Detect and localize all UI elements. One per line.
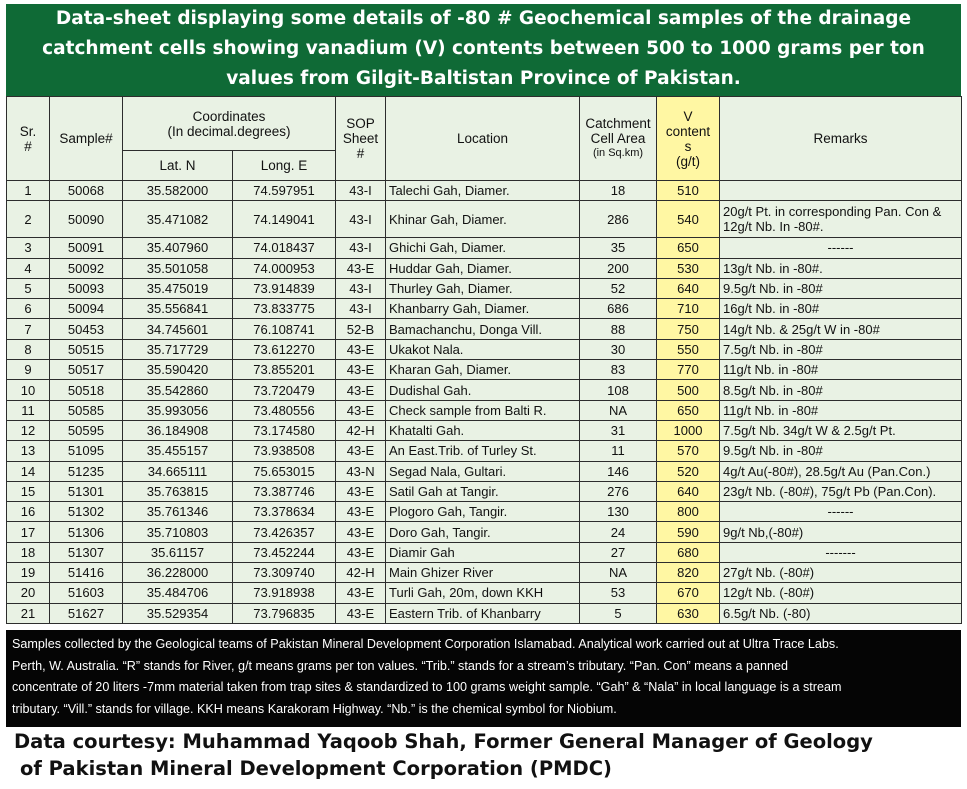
cell-lat: 35.590420: [123, 360, 233, 380]
cell-lat: 35.407960: [123, 238, 233, 258]
cell-v-content: 500: [657, 380, 720, 400]
cell-location: Ukakot Nala.: [386, 339, 580, 359]
cell-remarks: ------: [720, 502, 962, 522]
cell-v-content: 640: [657, 278, 720, 298]
table-row: [7, 319, 962, 339]
cell-sr: 5: [7, 278, 50, 298]
cell-v-content: 510: [657, 181, 720, 201]
footer-line-2: Perth, W. Australia. “R” stands for River, g/t means grams per ton values. “Trib.” stands for a stream’s tributary. “Pan. Con” means a panned: [12, 658, 788, 673]
title-banner: [6, 4, 961, 96]
cell-area: NA: [580, 563, 657, 583]
cell-remarks: 9.5g/t Nb. in -80#: [720, 441, 962, 461]
title-line-3: values from Gilgit-Baltistan Province of Pakistan.: [226, 68, 741, 89]
table-row: [7, 360, 962, 380]
cell-v-content: 640: [657, 481, 720, 501]
cell-v-content: 820: [657, 563, 720, 583]
table-row: [7, 583, 962, 603]
cell-sr: 1: [7, 181, 50, 201]
header-remarks: Remarks: [720, 97, 962, 181]
table-row: [7, 441, 962, 461]
cell-sop: 43-E: [336, 522, 386, 542]
table-row: [7, 420, 962, 440]
cell-area: 130: [580, 502, 657, 522]
cell-v-content: 650: [657, 238, 720, 258]
table-row: [7, 380, 962, 400]
cell-sample: 51603: [50, 583, 123, 603]
cell-location: Diamir Gah: [386, 542, 580, 562]
cell-remarks: 23g/t Nb. (-80#), 75g/t Pb (Pan.Con).: [720, 481, 962, 501]
cell-lat: 35.993056: [123, 400, 233, 420]
cell-sop: 42-H: [336, 420, 386, 440]
cell-lat: 35.710803: [123, 522, 233, 542]
cell-sop: 43-E: [336, 339, 386, 359]
cell-sop: 43-N: [336, 461, 386, 481]
cell-location: Kharan Gah, Diamer.: [386, 360, 580, 380]
title-line-1: Data-sheet displaying some details of -80 # Geochemical samples of the drainage: [55, 8, 912, 29]
cell-long: 73.720479: [233, 380, 336, 400]
cell-lat: 35.529354: [123, 603, 233, 623]
cell-sop: 43-I: [336, 278, 386, 298]
cell-location: Dudishal Gah.: [386, 380, 580, 400]
table-row: [7, 603, 962, 623]
cell-area: 18: [580, 181, 657, 201]
cell-sample: 51307: [50, 542, 123, 562]
cell-sample: 50090: [50, 201, 123, 238]
cell-lat: 35.61157: [123, 542, 233, 562]
cell-lat: 35.761346: [123, 502, 233, 522]
cell-v-content: 550: [657, 339, 720, 359]
cell-sop: 43-I: [336, 238, 386, 258]
cell-sop: 43-E: [336, 603, 386, 623]
cell-v-content: 650: [657, 400, 720, 420]
cell-long: 73.309740: [233, 563, 336, 583]
cell-sample: 50585: [50, 400, 123, 420]
cell-area: 5: [580, 603, 657, 623]
cell-location: Bamachanchu, Donga Vill.: [386, 319, 580, 339]
cell-long: 76.108741: [233, 319, 336, 339]
cell-area: 30: [580, 339, 657, 359]
cell-remarks: 8.5g/t Nb. in -80#: [720, 380, 962, 400]
cell-location: Khatalti Gah.: [386, 420, 580, 440]
cell-sop: 43-E: [336, 481, 386, 501]
footer-line-3: concentrate of 20 liters -7mm material taken from trap sites & standardized to 100 grams weight sample. “Gah” & “Nala” in local language is a stream: [12, 680, 842, 694]
table-row: [7, 299, 962, 319]
cell-remarks: 9g/t Nb,(-80#): [720, 522, 962, 542]
cell-sr: 4: [7, 258, 50, 278]
cell-v-content: 1000: [657, 420, 720, 440]
cell-sr: 19: [7, 563, 50, 583]
cell-remarks: 11g/t Nb. in -80#: [720, 360, 962, 380]
table-row: [7, 238, 962, 258]
cell-location: Khanbarry Gah, Diamer.: [386, 299, 580, 319]
table-row: [7, 481, 962, 501]
cell-long: 74.000953: [233, 258, 336, 278]
cell-sample: 51306: [50, 522, 123, 542]
cell-area: 276: [580, 481, 657, 501]
cell-long: 74.149041: [233, 201, 336, 238]
cell-location: Check sample from Balti R.: [386, 400, 580, 420]
cell-location: Segad Nala, Gultari.: [386, 461, 580, 481]
cell-sample: 50515: [50, 339, 123, 359]
cell-sop: 43-E: [336, 400, 386, 420]
header-sr: Sr. #: [7, 97, 50, 181]
cell-sample: 50091: [50, 238, 123, 258]
footer-line-1: Samples collected by the Geological teams of Pakistan Mineral Development Corporation Islamabad. Analytical work carried out at Ultra Trace Labs.: [12, 637, 839, 651]
cell-v-content: 670: [657, 583, 720, 603]
cell-sr: 13: [7, 441, 50, 461]
cell-sop: 43-I: [336, 299, 386, 319]
table-row: [7, 258, 962, 278]
cell-area: 146: [580, 461, 657, 481]
cell-v-content: 630: [657, 603, 720, 623]
table-row: [7, 502, 962, 522]
cell-sop: 43-E: [336, 360, 386, 380]
cell-lat: 35.475019: [123, 278, 233, 298]
cell-remarks: 20g/t Pt. in corresponding Pan. Con & 12g/t Nb. In -80#.: [720, 201, 962, 238]
cell-location: Satil Gah at Tangir.: [386, 481, 580, 501]
header-sample: Sample#: [50, 97, 123, 181]
cell-sr: 21: [7, 603, 50, 623]
cell-sop: 42-H: [336, 563, 386, 583]
cell-lat: 35.501058: [123, 258, 233, 278]
cell-long: 73.426357: [233, 522, 336, 542]
samples-table: [6, 96, 962, 624]
cell-lat: 35.471082: [123, 201, 233, 238]
cell-remarks: 27g/t Nb. (-80#): [720, 563, 962, 583]
cell-long: 73.855201: [233, 360, 336, 380]
cell-sop: 43-E: [336, 441, 386, 461]
cell-sample: 50092: [50, 258, 123, 278]
cell-area: 83: [580, 360, 657, 380]
cell-sr: 15: [7, 481, 50, 501]
cell-sample: 50094: [50, 299, 123, 319]
cell-remarks: 16g/t Nb. in -80#: [720, 299, 962, 319]
cell-area: 686: [580, 299, 657, 319]
cell-long: 74.597951: [233, 181, 336, 201]
cell-remarks: [720, 181, 962, 201]
cell-long: 73.938508: [233, 441, 336, 461]
header-long: Long. E: [233, 151, 336, 181]
cell-v-content: 570: [657, 441, 720, 461]
cell-lat: 36.184908: [123, 420, 233, 440]
header-sop-sheet: SOP Sheet #: [336, 97, 386, 181]
notes-footer: [6, 630, 961, 727]
cell-area: 108: [580, 380, 657, 400]
cell-location: Huddar Gah, Diamer.: [386, 258, 580, 278]
cell-location: Turli Gah, 20m, down KKH: [386, 583, 580, 603]
cell-sr: 17: [7, 522, 50, 542]
cell-sr: 2: [7, 201, 50, 238]
cell-area: 200: [580, 258, 657, 278]
cell-sample: 50595: [50, 420, 123, 440]
cell-v-content: 770: [657, 360, 720, 380]
cell-sr: 6: [7, 299, 50, 319]
cell-remarks: 7.5g/t Nb. 34g/t W & 2.5g/t Pt.: [720, 420, 962, 440]
cell-location: Thurley Gah, Diamer.: [386, 278, 580, 298]
cell-remarks: 6.5g/t Nb. (-80): [720, 603, 962, 623]
cell-remarks: -------: [720, 542, 962, 562]
cell-sample: 50068: [50, 181, 123, 201]
cell-sr: 16: [7, 502, 50, 522]
cell-v-content: 540: [657, 201, 720, 238]
cell-sample: 50453: [50, 319, 123, 339]
cell-location: Khinar Gah, Diamer.: [386, 201, 580, 238]
cell-location: An East.Trib. of Turley St.: [386, 441, 580, 461]
table-row: [7, 181, 962, 201]
cell-location: Ghichi Gah, Diamer.: [386, 238, 580, 258]
cell-sop: 43-E: [336, 502, 386, 522]
cell-sr: 18: [7, 542, 50, 562]
cell-v-content: 680: [657, 542, 720, 562]
header-location: Location: [386, 97, 580, 181]
cell-long: 73.452244: [233, 542, 336, 562]
table-row: [7, 542, 962, 562]
cell-v-content: 520: [657, 461, 720, 481]
cell-sop: 43-E: [336, 542, 386, 562]
cell-lat: 35.542860: [123, 380, 233, 400]
cell-long: 73.796835: [233, 603, 336, 623]
cell-remarks: 14g/t Nb. & 25g/t W in -80#: [720, 319, 962, 339]
cell-sr: 9: [7, 360, 50, 380]
cell-location: Main Ghizer River: [386, 563, 580, 583]
table-row: [7, 522, 962, 542]
cell-sr: 8: [7, 339, 50, 359]
cell-long: 73.387746: [233, 481, 336, 501]
cell-v-content: 750: [657, 319, 720, 339]
data-credit: [14, 728, 873, 782]
cell-sop: 43-I: [336, 181, 386, 201]
cell-lat: 35.455157: [123, 441, 233, 461]
header-coordinates: Coordinates (In decimal.degrees): [123, 97, 336, 151]
cell-sr: 10: [7, 380, 50, 400]
cell-sr: 14: [7, 461, 50, 481]
header-catchment-area: Catchment Cell Area (in Sq.km): [580, 97, 657, 181]
credit-line-2: of Pakistan Mineral Development Corporation (PMDC): [20, 757, 612, 780]
cell-location: Plogoro Gah, Tangir.: [386, 502, 580, 522]
cell-sop: 43-E: [336, 380, 386, 400]
cell-sop: 43-I: [336, 201, 386, 238]
cell-long: 73.480556: [233, 400, 336, 420]
cell-sample: 51627: [50, 603, 123, 623]
header-v-contents: V content s (g/t): [657, 97, 720, 181]
cell-long: 73.918938: [233, 583, 336, 603]
cell-v-content: 800: [657, 502, 720, 522]
cell-v-content: 530: [657, 258, 720, 278]
table-row: [7, 461, 962, 481]
cell-sample: 51095: [50, 441, 123, 461]
cell-long: 74.018437: [233, 238, 336, 258]
cell-lat: 35.763815: [123, 481, 233, 501]
cell-area: NA: [580, 400, 657, 420]
cell-remarks: ------: [720, 238, 962, 258]
cell-area: 31: [580, 420, 657, 440]
cell-lat: 35.556841: [123, 299, 233, 319]
cell-sr: 20: [7, 583, 50, 603]
cell-remarks: 12g/t Nb. (-80#): [720, 583, 962, 603]
cell-remarks: 4g/t Au(-80#), 28.5g/t Au (Pan.Con.): [720, 461, 962, 481]
title-line-2: catchment cells showing vanadium (V) contents between 500 to 1000 grams per ton: [42, 38, 925, 59]
cell-area: 35: [580, 238, 657, 258]
cell-long: 73.174580: [233, 420, 336, 440]
header-lat: Lat. N: [123, 151, 233, 181]
cell-sample: 51302: [50, 502, 123, 522]
cell-long: 73.378634: [233, 502, 336, 522]
cell-area: 11: [580, 441, 657, 461]
cell-long: 73.612270: [233, 339, 336, 359]
cell-sample: 51416: [50, 563, 123, 583]
cell-sample: 51301: [50, 481, 123, 501]
cell-lat: 36.228000: [123, 563, 233, 583]
cell-area: 24: [580, 522, 657, 542]
table-row: [7, 563, 962, 583]
cell-lat: 35.582000: [123, 181, 233, 201]
cell-long: 75.653015: [233, 461, 336, 481]
cell-sample: 50517: [50, 360, 123, 380]
cell-long: 73.914839: [233, 278, 336, 298]
cell-sop: 43-E: [336, 258, 386, 278]
cell-remarks: 7.5g/t Nb. in -80#: [720, 339, 962, 359]
cell-sr: 12: [7, 420, 50, 440]
cell-area: 52: [580, 278, 657, 298]
cell-location: Talechi Gah, Diamer.: [386, 181, 580, 201]
cell-area: 88: [580, 319, 657, 339]
cell-remarks: 11g/t Nb. in -80#: [720, 400, 962, 420]
table-row: [7, 201, 962, 238]
table-row: [7, 278, 962, 298]
cell-area: 27: [580, 542, 657, 562]
cell-lat: 34.745601: [123, 319, 233, 339]
cell-sr: 7: [7, 319, 50, 339]
cell-remarks: 13g/t Nb. in -80#.: [720, 258, 962, 278]
cell-area: 53: [580, 583, 657, 603]
cell-sample: 51235: [50, 461, 123, 481]
cell-lat: 34.665111: [123, 461, 233, 481]
cell-remarks: 9.5g/t Nb. in -80#: [720, 278, 962, 298]
table-row: [7, 339, 962, 359]
cell-lat: 35.717729: [123, 339, 233, 359]
cell-sample: 50518: [50, 380, 123, 400]
credit-line-1: Data courtesy: Muhammad Yaqoob Shah, Former General Manager of Geology: [14, 730, 873, 753]
cell-sr: 3: [7, 238, 50, 258]
cell-location: Doro Gah, Tangir.: [386, 522, 580, 542]
cell-lat: 35.484706: [123, 583, 233, 603]
cell-sr: 11: [7, 400, 50, 420]
cell-v-content: 590: [657, 522, 720, 542]
cell-v-content: 710: [657, 299, 720, 319]
cell-location: Eastern Trib. of Khanbarry: [386, 603, 580, 623]
footer-line-4: tributary. “Vill.” stands for village. KKH means Karakoram Highway. “Nb.” is the chemical symbol for Niobium.: [12, 701, 617, 716]
cell-area: 286: [580, 201, 657, 238]
cell-sample: 50093: [50, 278, 123, 298]
table-row: [7, 400, 962, 420]
cell-sop: 43-E: [336, 583, 386, 603]
cell-sop: 52-B: [336, 319, 386, 339]
cell-long: 73.833775: [233, 299, 336, 319]
